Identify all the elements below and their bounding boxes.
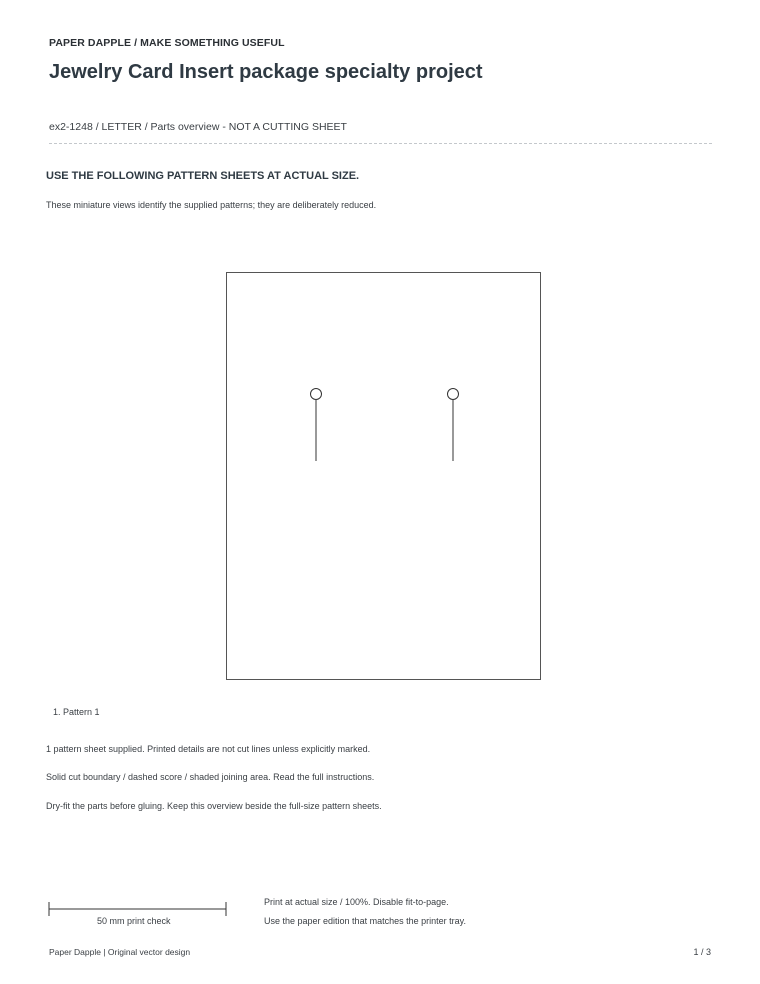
dashed-divider (49, 143, 712, 144)
section-heading: USE THE FOLLOWING PATTERN SHEETS AT ACTUAL SIZE. (46, 170, 360, 182)
scale-label: 50 mm print check (97, 916, 171, 926)
pattern-drawing (227, 273, 540, 679)
hanger-hole-right (448, 389, 459, 462)
document-meta: ex2-1248 / LETTER / Parts overview - NOT A CUTTING SHEET (49, 121, 347, 133)
note-line: Dry-fit the parts before gluing. Keep this overview beside the full-size pattern sheets. (46, 801, 382, 811)
print-instruction: Use the paper edition that matches the printer tray. (264, 916, 466, 926)
pattern-preview (226, 272, 541, 680)
section-intro: These miniature views identify the supplied patterns; they are deliberately reduced. (46, 200, 377, 210)
print-instruction: Print at actual size / 100%. Disable fit-to-page. (264, 897, 449, 907)
footer-credit: Paper Dapple | Original vector design (49, 947, 191, 957)
brand-line: PAPER DAPPLE / MAKE SOMETHING USEFUL (49, 37, 285, 49)
page-number: 1 / 3 (693, 947, 711, 957)
pattern-caption: 1. Pattern 1 (53, 707, 100, 717)
note-line: Solid cut boundary / dashed score / shaded joining area. Read the full instructions. (46, 772, 375, 782)
page-title: Jewelry Card Insert package specialty project (49, 61, 483, 83)
note-line: 1 pattern sheet supplied. Printed details are not cut lines unless explicitly marked. (46, 744, 371, 754)
hanger-hole-left (311, 389, 322, 462)
